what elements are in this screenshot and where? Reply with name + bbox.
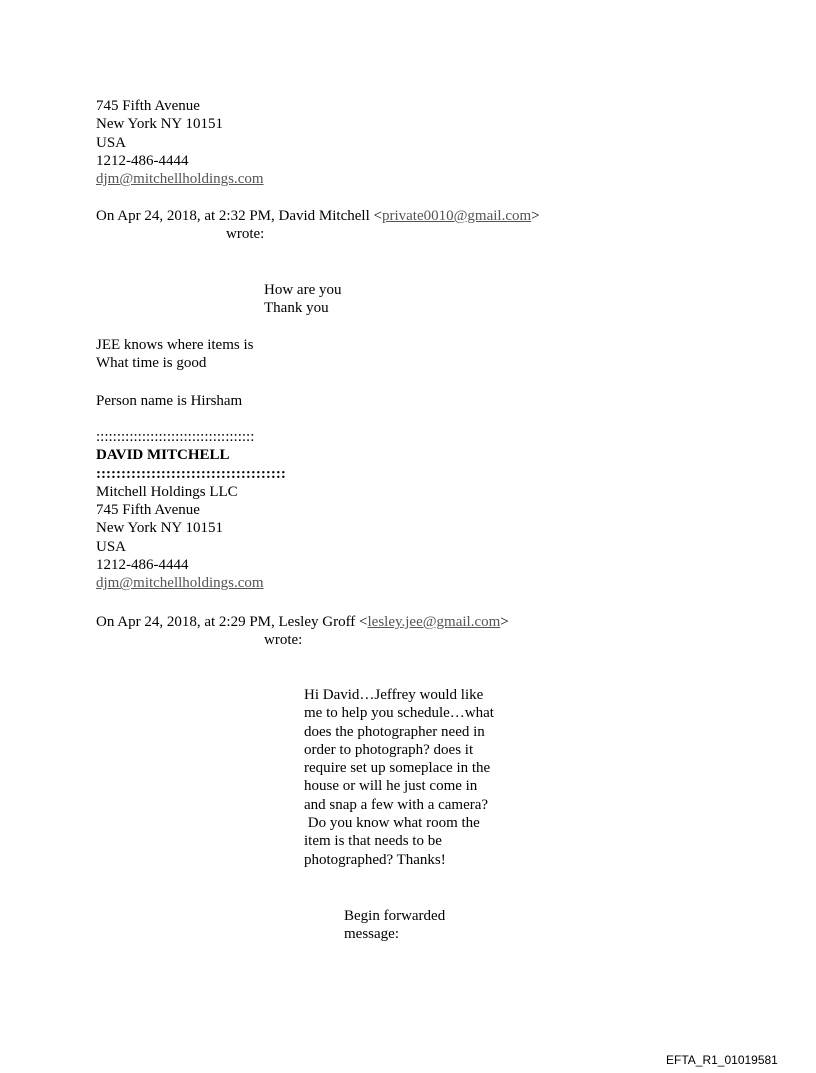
message-line: and snap a few with a camera? xyxy=(304,796,489,813)
message-line: Hi David…Jeffrey would like xyxy=(304,687,484,703)
message-line: Do you know what room the xyxy=(304,815,480,832)
city-line: New York NY 10151 xyxy=(96,116,223,133)
address-line: 745 Fifth Avenue xyxy=(96,502,200,519)
phone-line: 1212-486-4444 xyxy=(96,152,189,169)
message-line: What time is good xyxy=(96,355,207,372)
reply-header-2-wrote: wrote: xyxy=(264,632,303,648)
sender-email-link[interactable]: private0010@gmail.com xyxy=(381,208,532,224)
message-line: photographed? Thanks! xyxy=(304,851,446,868)
company-line: Mitchell Holdings LLC xyxy=(96,483,238,500)
message-line: house or will he just come in xyxy=(304,778,478,795)
phone-line: 1212-486-4444 xyxy=(96,557,189,574)
separator-line: :::::::::::::::::::::::::::::::::::::: xyxy=(96,465,286,482)
message-1 xyxy=(264,281,341,318)
country-line: USA xyxy=(96,538,127,555)
signature-block-1 xyxy=(96,97,264,188)
signature-block-2 xyxy=(96,428,286,593)
message-line: does the photographer need in xyxy=(304,723,485,740)
message-line: require set up someplace in the xyxy=(304,760,491,777)
separator-line: :::::::::::::::::::::::::::::::::::::: xyxy=(96,429,255,445)
header-prefix: On Apr 24, 2018, at 2:32 PM, David Mitchell < xyxy=(96,208,382,224)
city-line: New York NY 10151 xyxy=(96,520,223,537)
country-line: USA xyxy=(96,134,127,151)
sender-name: DAVID MITCHELL xyxy=(96,447,230,464)
reply-header-2 xyxy=(96,613,509,631)
forwarded-note xyxy=(344,907,445,944)
message-4 xyxy=(304,686,494,869)
message-2 xyxy=(96,336,253,373)
email-link[interactable]: djm@mitchellholdings.com xyxy=(96,575,264,592)
message-line: item is that needs to be xyxy=(304,833,442,850)
email-link[interactable]: djm@mitchellholdings.com xyxy=(96,171,264,188)
message-3: Person name is Hirsham xyxy=(96,393,243,409)
header-suffix: > xyxy=(500,614,509,630)
reply-header-1 xyxy=(96,207,540,225)
message-line: me to help you schedule…what xyxy=(304,705,494,722)
message-line: Thank you xyxy=(264,300,329,317)
message-line: JEE knows where items is xyxy=(96,337,254,353)
message-line: How are you xyxy=(264,282,342,298)
forwarded-line: message: xyxy=(344,926,399,943)
reply-header-1-wrote: wrote: xyxy=(226,226,265,242)
sender-email-link[interactable]: lesley.jee@gmail.com xyxy=(367,614,501,630)
forwarded-line: Begin forwarded xyxy=(344,908,446,924)
header-prefix: On Apr 24, 2018, at 2:29 PM, Lesley Groff < xyxy=(96,614,368,630)
message-line: order to photograph? does it xyxy=(304,741,474,758)
document-id: EFTA_R1_01019581 xyxy=(666,1053,778,1067)
header-suffix: > xyxy=(531,208,540,224)
address-line: 745 Fifth Avenue xyxy=(96,98,200,114)
